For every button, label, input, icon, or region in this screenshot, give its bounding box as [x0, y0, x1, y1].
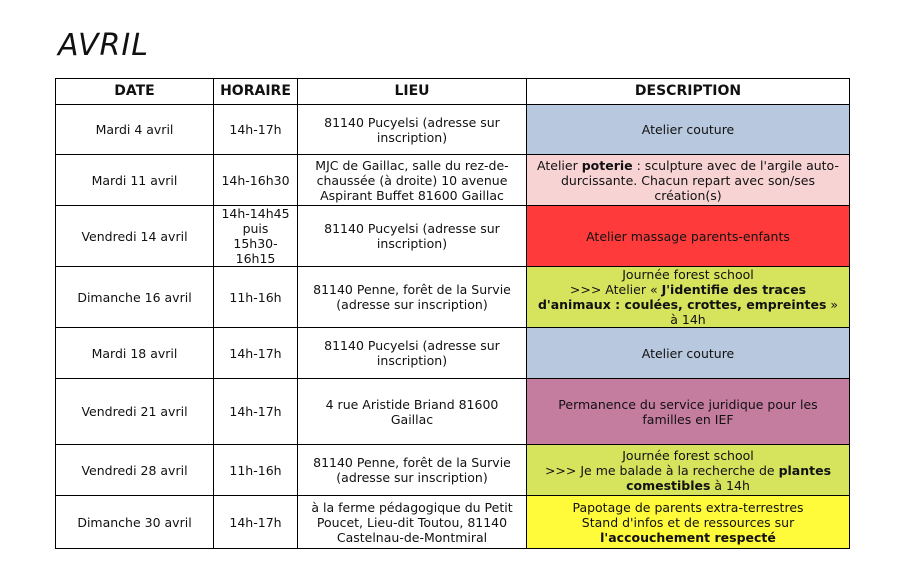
description-cell	[527, 496, 850, 549]
description-text: Atelier	[537, 157, 582, 173]
date-cell: Vendredi 21 avril	[56, 379, 214, 445]
table-row	[56, 206, 850, 267]
description-bold: l'accouchement respecté	[600, 529, 776, 545]
description-cell	[527, 379, 850, 445]
date-cell: Vendredi 14 avril	[56, 206, 214, 267]
description-bold: plantes comestibles	[626, 462, 832, 493]
description-cell	[527, 445, 850, 496]
lieu-cell: 81140 Pucyelsi (adresse sur inscription)	[298, 105, 527, 155]
description-text: Atelier couture	[641, 122, 735, 137]
header-horaire: HORAIRE	[214, 79, 298, 105]
header-description: DESCRIPTION	[527, 79, 850, 105]
horaire-cell: 14h-14h45 puis 15h30-16h15	[214, 206, 298, 267]
date-cell: Dimanche 30 avril	[56, 496, 214, 549]
horaire-cell: 11h-16h	[214, 267, 298, 328]
description-cell	[527, 155, 850, 206]
description-line: Journée forest school	[622, 267, 754, 282]
date-cell: Dimanche 16 avril	[56, 267, 214, 328]
description-line	[533, 282, 843, 327]
description-cell	[527, 328, 850, 379]
lieu-cell: à la ferme pédagogique du Petit Poucet, Lieu-dit Toutou, 81140 Castelnau-de-Montmiral	[298, 496, 527, 549]
lieu-cell: 4 rue Aristide Briand 81600 Gaillac	[298, 379, 527, 445]
description-bold: J'identifie des traces d'animaux : coulées, crottes, empreintes	[537, 282, 827, 312]
page-title: AVRIL	[58, 28, 149, 63]
date-cell: Mardi 11 avril	[56, 155, 214, 206]
table-row	[56, 445, 850, 496]
header-date: DATE	[56, 79, 214, 105]
lieu-cell: 81140 Penne, forêt de la Survie (adresse sur inscription)	[298, 267, 527, 328]
date-cell: Mardi 4 avril	[56, 105, 214, 155]
description-text: Permanence du service juridique pour les familles en IEF	[558, 396, 818, 427]
description-cell	[527, 267, 850, 328]
horaire-cell: 14h-17h	[214, 328, 298, 379]
horaire-cell: 14h-16h30	[214, 155, 298, 206]
table-row	[56, 496, 850, 549]
description-cell	[527, 206, 850, 267]
table-row	[56, 379, 850, 445]
description-text: Stand d'infos et de ressources sur	[581, 514, 795, 530]
date-cell: Vendredi 28 avril	[56, 445, 214, 496]
description-text: >>> Atelier «	[569, 282, 662, 297]
description-text: >>> Je me balade à la recherche de	[544, 462, 779, 478]
lieu-cell: 81140 Pucyelsi (adresse sur inscription)	[298, 206, 527, 267]
description-text: : sculpture avec de l'argile auto-durcissante. Chacun repart avec son/ses création(s)	[561, 157, 839, 203]
horaire-cell: 14h-17h	[214, 105, 298, 155]
description-text: Atelier massage parents-enfants	[586, 228, 790, 244]
horaire-cell: 11h-16h	[214, 445, 298, 496]
header-lieu: LIEU	[298, 79, 527, 105]
table-row	[56, 105, 850, 155]
description-line: Journée forest school	[622, 447, 754, 463]
table-row	[56, 328, 850, 379]
description-text: Atelier couture	[641, 345, 735, 361]
table-row	[56, 155, 850, 206]
schedule-table	[55, 78, 850, 549]
description-text: » à 14h	[670, 297, 839, 327]
description-line	[533, 463, 843, 493]
lieu-cell: 81140 Penne, forêt de la Survie (adresse sur inscription)	[298, 445, 527, 496]
description-bold: poterie	[581, 157, 633, 173]
lieu-cell: 81140 Pucyelsi (adresse sur inscription)	[298, 328, 527, 379]
description-line	[533, 515, 843, 545]
table-row	[56, 267, 850, 328]
header-row	[56, 79, 850, 105]
horaire-cell: 14h-17h	[214, 379, 298, 445]
description-cell	[527, 105, 850, 155]
date-cell: Mardi 18 avril	[56, 328, 214, 379]
description-line: Papotage de parents extra-terrestres	[572, 499, 804, 515]
horaire-cell: 14h-17h	[214, 496, 298, 549]
lieu-cell: MJC de Gaillac, salle du rez-de-chaussée (à droite) 10 avenue Aspirant Buffet 81600 Gaillac	[298, 155, 527, 206]
description-text: à 14h	[710, 477, 750, 493]
